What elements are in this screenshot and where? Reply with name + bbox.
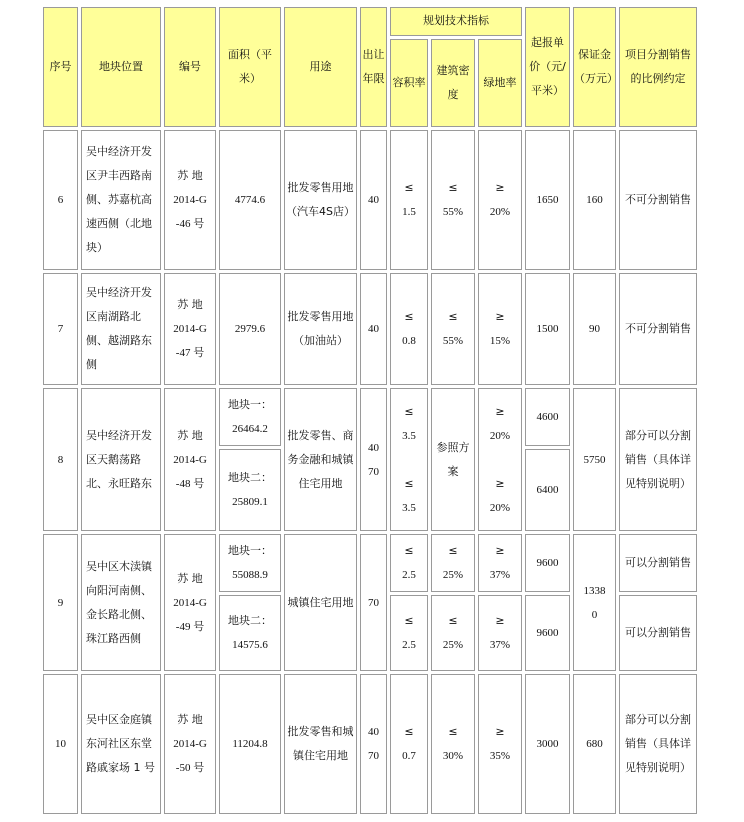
sign: ≤ <box>404 310 414 323</box>
cell-green <box>478 273 522 385</box>
cell-density: 参照方案 <box>431 388 475 531</box>
sub-value: 25809.1 <box>232 496 268 508</box>
cell-density <box>431 534 475 592</box>
code-line: 苏 地 <box>177 713 203 726</box>
sign: ≤ <box>448 181 458 194</box>
cell-seq: 6 <box>43 130 78 270</box>
years-value: 40 <box>368 441 379 454</box>
code-line: -47 号 <box>175 347 205 359</box>
value: 55% <box>442 206 464 218</box>
cell-price: 1500 <box>525 273 570 385</box>
cell-code <box>164 273 216 385</box>
sub-value: 55088.9 <box>232 569 268 581</box>
code-line: -50 号 <box>175 762 205 774</box>
sub-label: 地块一： <box>228 398 272 411</box>
cell-area-sub <box>219 449 281 531</box>
sign: ≤ <box>404 725 414 738</box>
cell-location: 吴中经济开发区南湖路北侧、越湖路东侧 <box>81 273 161 385</box>
cell-years: 40 <box>360 130 387 270</box>
cell-years: 40 <box>360 273 387 385</box>
sign: ≤ <box>404 476 414 490</box>
cell-deposit: 5750 <box>573 388 616 531</box>
cell-price: 4600 <box>525 388 570 446</box>
value: 25% <box>442 639 464 651</box>
table-row <box>43 534 697 592</box>
land-parcel-table <box>40 4 700 817</box>
value: 0.7 <box>402 750 416 762</box>
code-line: -48 号 <box>175 477 205 490</box>
table-row <box>43 273 697 385</box>
years-value: 40 <box>368 726 379 738</box>
cell-code <box>164 534 216 671</box>
cell-price: 6400 <box>525 449 570 531</box>
cell-area: 4774.6 <box>219 130 281 270</box>
header-planning: 规划技术指标 <box>390 7 522 36</box>
sign: ≤ <box>448 310 458 323</box>
cell-far <box>390 534 428 592</box>
cell-split: 不可分割销售 <box>619 273 697 385</box>
header-far: 容积率 <box>390 39 428 127</box>
code-line: 苏 地 <box>177 169 203 182</box>
cell-years <box>360 388 387 531</box>
cell-green <box>478 534 522 592</box>
header-price: 起报单价（元/平米） <box>525 7 570 127</box>
cell-use: 城镇住宅用地 <box>284 534 357 671</box>
sign: ≤ <box>404 614 414 627</box>
code-line: 2014-G <box>173 738 207 750</box>
header-split: 项目分割销售的比例约定 <box>619 7 697 127</box>
table-row <box>43 130 697 270</box>
cell-split: 可以分割销售 <box>619 595 697 671</box>
years-value: 70 <box>368 465 379 478</box>
sign: ≥ <box>495 614 505 627</box>
value: 2.5 <box>402 639 416 651</box>
cell-far <box>390 674 428 814</box>
sign: ≥ <box>495 544 505 557</box>
sign: ≤ <box>404 404 414 418</box>
value: 55% <box>442 335 464 347</box>
deposit-line: 1338 <box>583 584 606 597</box>
cell-area: 11204.8 <box>219 674 281 814</box>
header-years: 出让年限 <box>360 7 387 127</box>
value: 30% <box>442 750 464 762</box>
value: 20% <box>489 501 511 514</box>
value: 37% <box>489 569 511 581</box>
header-seq: 序号 <box>43 7 78 127</box>
cell-far <box>390 273 428 385</box>
sign: ≥ <box>495 310 505 323</box>
header-location: 地块位置 <box>81 7 161 127</box>
value: 2.5 <box>402 569 416 581</box>
value: 15% <box>489 335 511 347</box>
code-line: 2014-G <box>173 596 207 609</box>
header-code: 编号 <box>164 7 216 127</box>
cell-seq: 8 <box>43 388 78 531</box>
value: 20% <box>489 206 511 218</box>
cell-area-sub <box>219 534 281 592</box>
cell-location: 吴中经济开发区尹丰西路南侧、苏嘉杭高速西侧（北地块） <box>81 130 161 270</box>
cell-code <box>164 130 216 270</box>
table-row <box>43 674 697 814</box>
cell-years: 70 <box>360 534 387 671</box>
cell-green <box>478 595 522 671</box>
cell-deposit <box>573 534 616 671</box>
cell-code <box>164 388 216 531</box>
cell-area-sub <box>219 595 281 671</box>
sub-label: 地块二： <box>228 471 272 484</box>
cell-use: 批发零售用地（加油站） <box>284 273 357 385</box>
cell-far <box>390 388 428 531</box>
code-line: 2014-G <box>173 194 207 206</box>
cell-green <box>478 130 522 270</box>
cell-density <box>431 595 475 671</box>
sign: ≥ <box>495 725 505 738</box>
sign: ≤ <box>404 181 414 194</box>
cell-price: 1650 <box>525 130 570 270</box>
cell-far <box>390 130 428 270</box>
header-use: 用途 <box>284 7 357 127</box>
table-row <box>43 388 697 446</box>
cell-green <box>478 388 522 531</box>
cell-density <box>431 130 475 270</box>
sign: ≥ <box>495 181 505 194</box>
cell-area-sub <box>219 388 281 446</box>
sign: ≤ <box>448 614 458 627</box>
sign: ≤ <box>448 544 458 557</box>
code-line: -49 号 <box>175 620 205 633</box>
value: 25% <box>442 569 464 581</box>
cell-location: 吴中区金庭镇东河社区东堂路戚家场 1 号 <box>81 674 161 814</box>
cell-location: 吴中区木渎镇向阳河南侧、金长路北侧、珠江路西侧 <box>81 534 161 671</box>
header-area: 面积（平米） <box>219 7 281 127</box>
cell-price: 9600 <box>525 534 570 592</box>
code-line: 2014-G <box>173 453 207 466</box>
sub-value: 26464.2 <box>232 423 268 435</box>
cell-deposit: 160 <box>573 130 616 270</box>
code-line: 2014-G <box>173 323 207 335</box>
sub-value: 14575.6 <box>232 639 268 651</box>
value: 3.5 <box>402 429 416 442</box>
sign: ≥ <box>495 476 505 490</box>
sub-label: 地块二： <box>228 614 272 627</box>
cell-density <box>431 674 475 814</box>
cell-green <box>478 674 522 814</box>
value: 37% <box>489 639 511 651</box>
cell-location: 吴中经济开发区天鹅荡路北、永旺路东 <box>81 388 161 531</box>
sign: ≤ <box>404 544 414 557</box>
code-line: 苏 地 <box>177 428 203 442</box>
cell-seq: 7 <box>43 273 78 385</box>
code-line: 苏 地 <box>177 298 203 311</box>
cell-years <box>360 674 387 814</box>
header-deposit: 保证金（万元） <box>573 7 616 127</box>
cell-split: 可以分割销售 <box>619 534 697 592</box>
cell-density <box>431 273 475 385</box>
cell-seq: 9 <box>43 534 78 671</box>
cell-split: 不可分割销售 <box>619 130 697 270</box>
deposit-line: 0 <box>591 608 598 621</box>
cell-deposit: 680 <box>573 674 616 814</box>
value: 1.5 <box>402 206 416 218</box>
land-table-container <box>40 4 700 817</box>
cell-area: 2979.6 <box>219 273 281 385</box>
cell-split: 部分可以分割销售（具体详见特别说明） <box>619 388 697 531</box>
header-density: 建筑密度 <box>431 39 475 127</box>
header-green: 绿地率 <box>478 39 522 127</box>
value: 20% <box>489 429 511 442</box>
cell-use: 批发零售用地（汽车4S店） <box>284 130 357 270</box>
cell-price: 3000 <box>525 674 570 814</box>
cell-use: 批发零售、商务金融和城镇住宅用地 <box>284 388 357 531</box>
cell-price: 9600 <box>525 595 570 671</box>
cell-seq: 10 <box>43 674 78 814</box>
sign: ≥ <box>495 404 505 418</box>
value: 35% <box>489 750 511 762</box>
cell-deposit: 90 <box>573 273 616 385</box>
sign: ≤ <box>448 725 458 738</box>
sub-label: 地块一： <box>228 544 272 557</box>
cell-code <box>164 674 216 814</box>
code-line: -46 号 <box>175 218 205 230</box>
value: 0.8 <box>402 335 416 347</box>
years-value: 70 <box>368 750 379 762</box>
cell-far <box>390 595 428 671</box>
cell-split: 部分可以分割销售（具体详见特别说明） <box>619 674 697 814</box>
value: 3.5 <box>402 501 416 514</box>
cell-use: 批发零售和城镇住宅用地 <box>284 674 357 814</box>
code-line: 苏 地 <box>177 571 203 585</box>
